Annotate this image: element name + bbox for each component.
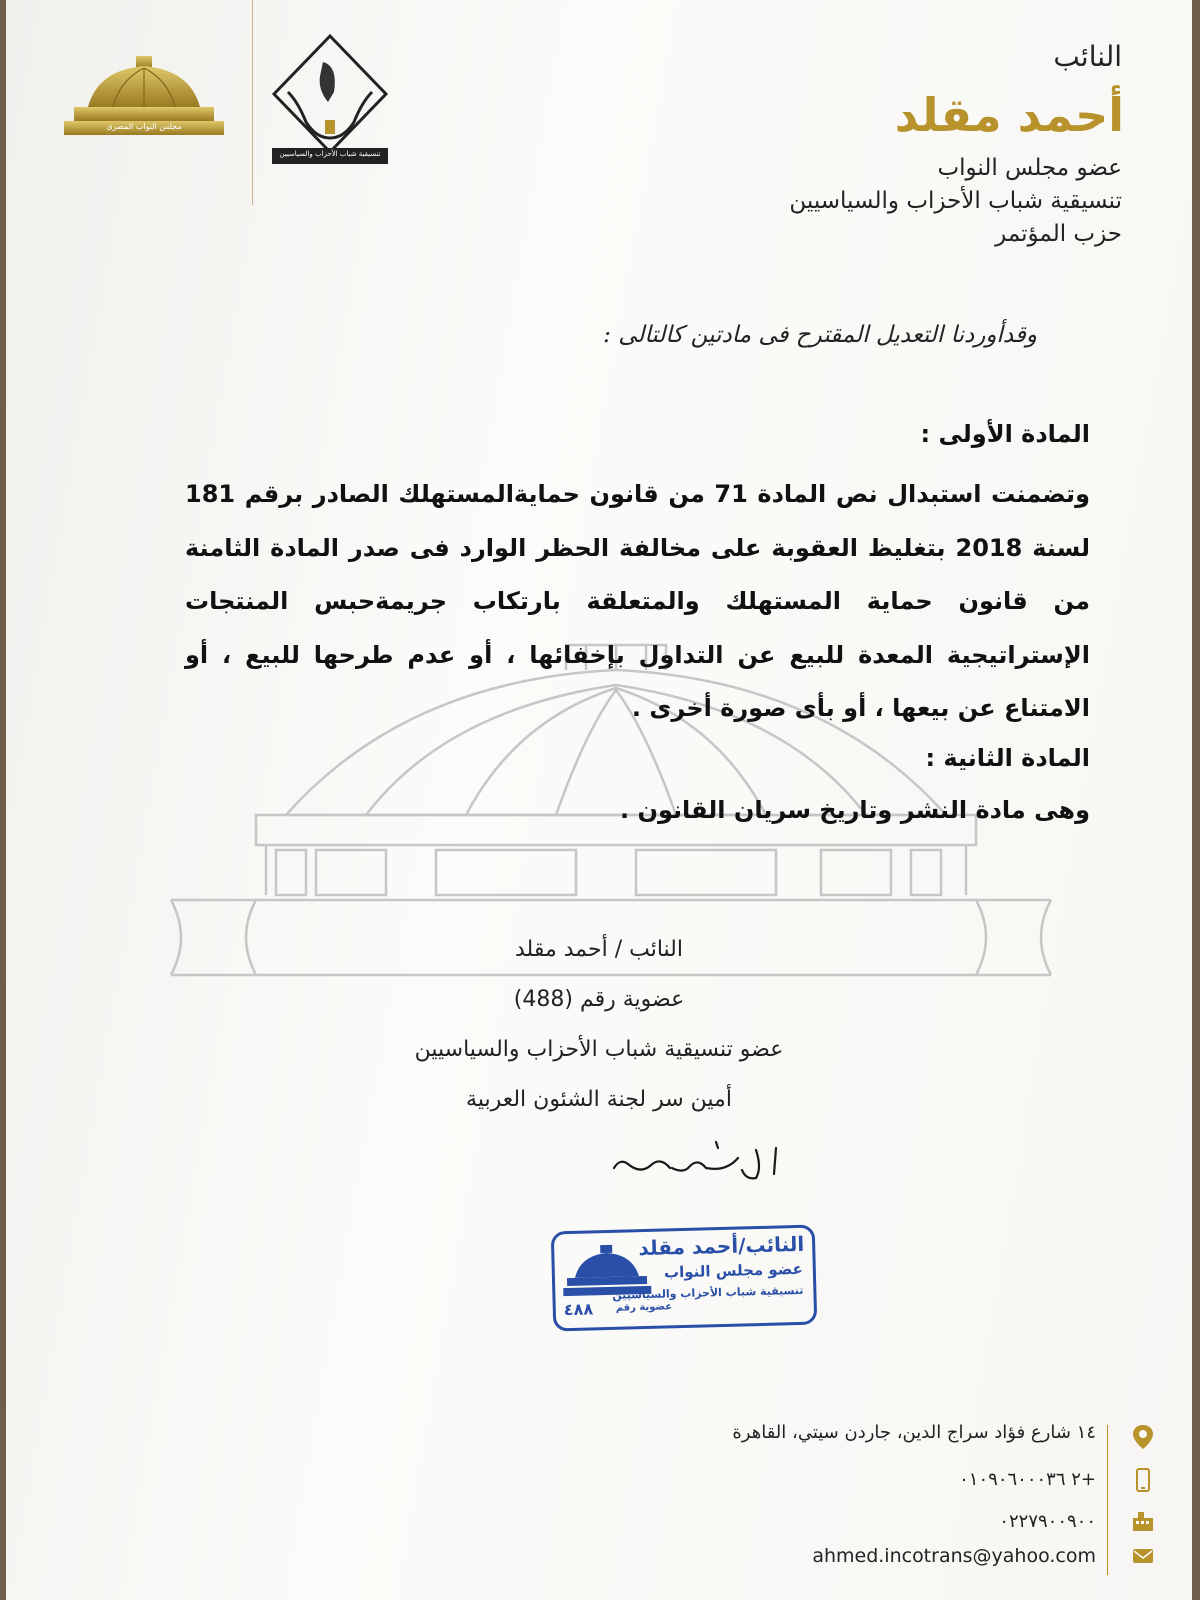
parliament-logo-caption: مجلس النواب المصرى <box>106 122 182 131</box>
mobile-phone-icon <box>1136 1468 1150 1492</box>
header-line-coordination: تنسيقية شباب الأحزاب والسياسيين <box>789 188 1122 214</box>
article2-heading: المادة الثانية : <box>925 744 1090 772</box>
closing-membership-line: عضوية رقم (488) <box>513 987 685 1012</box>
parliament-logo <box>58 52 230 142</box>
official-stamp <box>551 1225 818 1332</box>
letter-page <box>6 0 1192 1600</box>
stamp-line-name: النائب/أحمد مقلد <box>638 1231 805 1261</box>
header-divider <box>252 0 253 205</box>
coordination-logo-caption: تنسيقية شباب الأحزاب والسياسيين <box>279 150 381 158</box>
footer-mobile: +٢ ٠١٠٩٠٦٠٠٠٣٦ <box>959 1469 1096 1490</box>
header-line-party: حزب المؤتمر <box>995 221 1122 247</box>
email-icon <box>1132 1548 1154 1564</box>
footer-email: ahmed.incotrans@yahoo.com <box>812 1545 1096 1567</box>
footer-divider <box>1107 1425 1108 1575</box>
stamp-membership-number: ٤٨٨ <box>563 1299 594 1320</box>
header-title-prefix: النائب <box>1053 40 1122 73</box>
header-line-parliament: عضو مجلس النواب <box>937 155 1122 181</box>
header-name: أحمد مقلد <box>894 88 1124 142</box>
stamp-line-coordination: تنسيقية شباب الأحزاب والسياسيين <box>612 1283 804 1302</box>
article1-heading: المادة الأولى : <box>920 420 1090 448</box>
location-pin-icon <box>1132 1424 1154 1450</box>
article1-text: وتضمنت استبدال نص المادة 71 من قانون حمايةالمستهلك الصادر برقم 181 لسنة 2018 بتغليظ العقوبة على مخالفة الحظر الوارد فى صدر المادة الثامنة من قانون حماية المستهلك والمتعلقة بارتكاب جريمةحبس المنتجات الإستراتيجية المعدة للبيع عن التداول بإخفائها ، أو عدم طرحها للبيع ، أو الامتناع عن بيعها ، أو بأى صورة أخرى . <box>185 480 1091 722</box>
stamp-line-parliament: عضو مجلس النواب <box>663 1259 804 1282</box>
footer-phone: ٠٢٢٧٩٠٠٩٠٠ <box>999 1511 1096 1532</box>
closing-member-line: عضو تنسيقية شباب الأحزاب والسياسيين <box>414 1037 784 1062</box>
closing-name-line: النائب / أحمد مقلد <box>515 937 683 962</box>
closing-secretary-line: أمين سر لجنة الشئون العربية <box>466 1087 732 1112</box>
article2-text: وهى مادة النشر وتاريخ سريان القانون . <box>619 796 1090 824</box>
telephone-icon <box>1132 1510 1154 1532</box>
handwritten-signature <box>606 1128 806 1188</box>
intro-sentence: وقدأوردنا التعديل المقترح فى مادتين كالتالى : <box>603 322 1037 348</box>
coordination-logo <box>268 32 392 170</box>
footer-address: ١٤ شارع فؤاد سراج الدين، جاردن سيتي، القاهرة <box>732 1422 1096 1443</box>
stamp-membership-label: عضوية رقم <box>615 1301 673 1314</box>
